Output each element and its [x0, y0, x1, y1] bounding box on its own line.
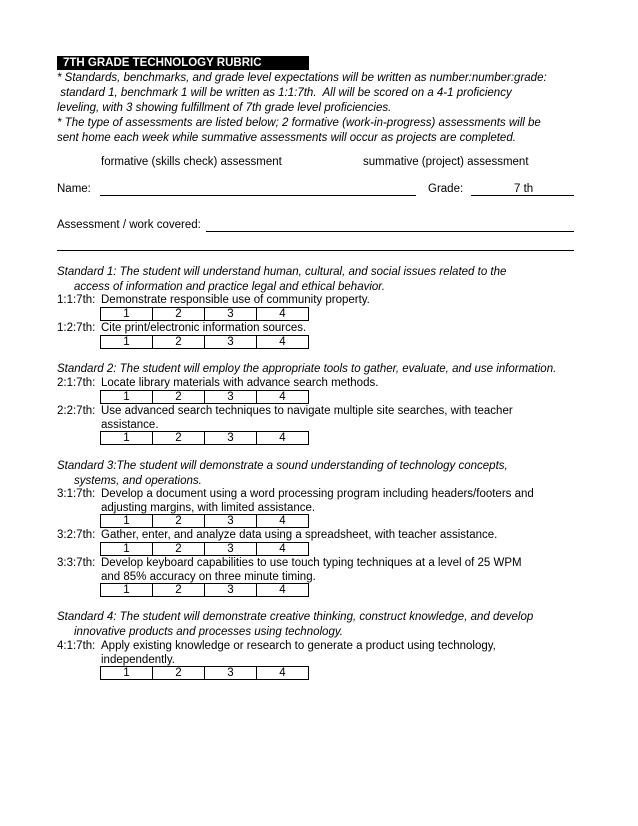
standard-2: [57, 362, 597, 377]
score-cell[interactable]: 4: [257, 584, 309, 597]
score-cell[interactable]: 3: [205, 391, 257, 404]
standard-text: Standard 4: The student will demonstrate creative thinking, construct knowledge, and develop: [57, 611, 534, 623]
benchmark-4-1: [57, 639, 577, 667]
score-cell[interactable]: 1: [101, 391, 153, 404]
standard-4: [57, 610, 577, 639]
benchmark-code: 3:1:7th:: [57, 488, 96, 500]
benchmark-code: 1:1:7th:: [57, 294, 96, 306]
benchmark-code: 3:2:7th:: [57, 529, 96, 541]
score-cell[interactable]: 1: [101, 308, 153, 321]
score-cell[interactable]: 3: [205, 584, 257, 597]
standard-text: Standard 3:The student will demonstrate a sound understanding of technology concepts,: [57, 460, 508, 472]
assessment-covered-field[interactable]: [206, 231, 574, 232]
benchmark-2-2: [57, 404, 577, 432]
benchmark-code: 2:2:7th:: [57, 405, 96, 417]
benchmark-1-1: [57, 293, 577, 307]
score-cell[interactable]: 4: [257, 515, 309, 528]
standard-text: innovative products and processes using technology.: [74, 625, 343, 638]
score-cell[interactable]: 4: [257, 391, 309, 404]
benchmark-code: 1:2:7th:: [57, 322, 96, 334]
benchmark-3-2: [57, 528, 577, 542]
standard-text: access of information and practice legal and ethical behavior.: [74, 280, 385, 293]
note-line: sent home each week while summative assessments will occur as projects are completed.: [57, 132, 516, 144]
name-label: Name:: [57, 183, 91, 195]
standard-text: systems, and operations.: [74, 474, 202, 487]
score-cell[interactable]: 2: [153, 432, 205, 445]
grade-label: Grade:: [428, 183, 464, 195]
score-cell[interactable]: 1: [101, 515, 153, 528]
benchmark-2-1: [57, 376, 577, 390]
instructions: [57, 71, 577, 146]
score-table: [100, 307, 309, 321]
benchmark-text: Gather, enter, and analyze data using a spreadsheet, with teacher assistance.: [101, 529, 498, 541]
summative-assessment-label: summative (project) assessment: [363, 156, 529, 168]
benchmark-text: Use advanced search techniques to navigate multiple site searches, with teacher: [101, 405, 513, 417]
score-cell[interactable]: 2: [153, 584, 205, 597]
score-cell[interactable]: 3: [205, 543, 257, 556]
formative-assessment-label: formative (skills check) assessment: [101, 156, 282, 168]
assessment-covered-label: Assessment / work covered:: [57, 219, 201, 231]
standard-3: [57, 459, 577, 488]
benchmark-code: 2:1:7th:: [57, 377, 96, 389]
rubric-title: 7TH GRADE TECHNOLOGY RUBRIC: [57, 56, 309, 70]
score-cell[interactable]: 3: [205, 667, 257, 680]
benchmark-text: Cite print/electronic information sources.: [101, 322, 307, 334]
score-cell[interactable]: 3: [205, 308, 257, 321]
benchmark-3-3: [57, 556, 577, 584]
score-table: [100, 514, 309, 528]
grade-value: 7 th: [514, 183, 534, 195]
score-cell[interactable]: 2: [153, 515, 205, 528]
score-cell[interactable]: 2: [153, 308, 205, 321]
score-table: [100, 666, 309, 680]
score-cell[interactable]: 2: [153, 667, 205, 680]
note-line: standard 1, benchmark 1 will be written as 1:1:7th. All will be scored on a 4-1 proficiency: [57, 87, 512, 99]
score-cell[interactable]: 2: [153, 543, 205, 556]
note-line: * The type of assessments are listed below; 2 formative (work-in-progress) assessments will be: [57, 117, 541, 129]
score-cell[interactable]: 3: [205, 515, 257, 528]
benchmark-text: Locate library materials with advance search methods.: [101, 377, 379, 389]
score-cell[interactable]: 3: [205, 336, 257, 349]
score-cell[interactable]: 3: [205, 432, 257, 445]
note-line: * Standards, benchmarks, and grade level expectations will be written as number:number:grade:: [57, 72, 547, 84]
assessment-covered-field-line2[interactable]: [57, 250, 574, 251]
score-cell[interactable]: 1: [101, 432, 153, 445]
benchmark-text: independently.: [101, 654, 175, 666]
benchmark-code: 3:3:7th:: [57, 557, 96, 569]
benchmark-code: 4:1:7th:: [57, 640, 96, 652]
score-cell[interactable]: 2: [153, 391, 205, 404]
score-cell[interactable]: 4: [257, 432, 309, 445]
score-cell[interactable]: 2: [153, 336, 205, 349]
benchmark-text: Apply existing knowledge or research to generate a product using technology,: [101, 640, 496, 652]
score-cell[interactable]: 4: [257, 667, 309, 680]
score-table: [100, 431, 309, 445]
benchmark-3-1: [57, 487, 577, 515]
name-field[interactable]: [100, 195, 416, 196]
score-table: [100, 335, 309, 349]
score-cell[interactable]: 1: [101, 584, 153, 597]
score-cell[interactable]: 1: [101, 543, 153, 556]
benchmark-text: Demonstrate responsible use of community property.: [101, 294, 370, 306]
benchmark-text: adjusting margins, with limited assistance.: [101, 502, 316, 514]
benchmark-text: Develop a document using a word processing program including headers/footers and: [101, 488, 534, 500]
score-cell[interactable]: 1: [101, 667, 153, 680]
score-cell[interactable]: 4: [257, 543, 309, 556]
benchmark-1-2: [57, 321, 577, 335]
standard-text: Standard 2: The student will employ the appropriate tools to gather, evaluate, and use information.: [57, 363, 557, 375]
score-cell[interactable]: 1: [101, 336, 153, 349]
standard-1: [57, 265, 577, 294]
benchmark-text: Develop keyboard capabilities to use touch typing techniques at a level of 25 WPM: [101, 557, 522, 569]
score-cell[interactable]: 4: [257, 308, 309, 321]
benchmark-text: assistance.: [101, 419, 159, 431]
score-table: [100, 583, 309, 597]
score-table: [100, 390, 309, 404]
score-table: [100, 542, 309, 556]
score-cell[interactable]: 4: [257, 336, 309, 349]
standard-text: Standard 1: The student will understand human, cultural, and social issues related to the: [57, 266, 507, 278]
note-line: leveling, with 3 showing fulfillment of 7th grade level proficiencies.: [57, 102, 392, 114]
benchmark-text: and 85% accuracy on three minute timing.: [101, 571, 316, 583]
